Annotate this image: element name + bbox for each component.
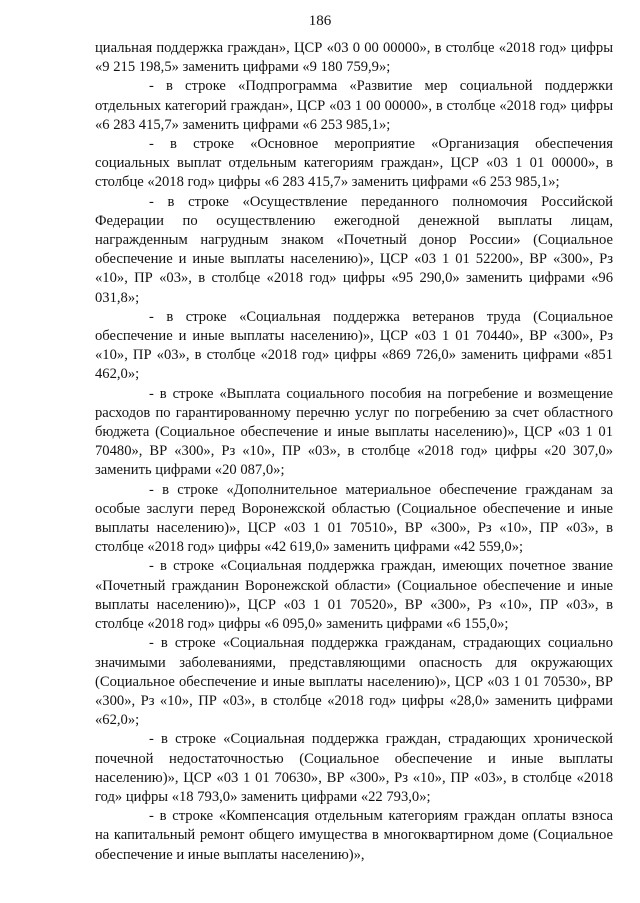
paragraph: - в строке «Социальная поддержка граждан, страдающих хронической почечной недостаточностью (Социальное обеспечение и иные выплаты населению)», ЦСР «03 1 01 70630», ВР «300», Рз «10», ПР «03», в столбце «2018 год» цифры «18 793,0» заменить цифрами «22 793,0»; [95, 731, 613, 805]
paragraph: - в строке «Выплата социального пособия на погребение и возмещение расходов по гарантированному перечню услуг по погребению за счет областного бюджета (Социальное обеспечение и иные выплаты населению)», ЦСР «03 1 01 70480», ВР «300», Рз «10», ПР «03», в столбце «2018 год» цифры «20 307,0» заменить цифрами «20 087,0»; [95, 385, 613, 479]
paragraph: - в строке «Социальная поддержка ветеранов труда (Социальное обеспечение и иные выплаты населению)», ЦСР «03 1 01 70440», ВР «300», Рз «10», ПР «03», в столбце «2018 год» цифры «869 726,0» заменить цифрами «851 462,0»; [95, 308, 613, 383]
paragraph-continuation: циальная поддержка граждан», ЦСР «03 0 00 00000», в столбце «2018 год» цифры «9 215 198,5» заменить цифрами «9 180 759,9»; [95, 40, 613, 76]
paragraph: - в строке «Социальная поддержка граждан, имеющих почетное звание «Почетный гражданин Воронежской области» (Социальное обеспечение и иные выплаты населению)», ЦСР «03 1 01 70520», ВР «300», Рз «10», ПР «03», в столбце «2018 год» цифры «6 095,0» заменить цифрами «6 155,0»; [95, 558, 613, 633]
paragraph: - в строке «Подпрограмма «Развитие мер социальной поддержки отдельных категорий граждан», ЦСР «03 1 00 00000», в столбце «2018 год» цифры «6 283 415,7» заменить цифрами «6 253 985,1»; [95, 78, 613, 133]
page-number: 186 [308, 13, 332, 29]
document-body [95, 39, 613, 865]
paragraph: - в строке «Дополнительное материальное обеспечение гражданам за особые заслуги перед Воронежской областью (Социальное обеспечение и иные выплаты населению)», ЦСР «03 1 01 70510», ВР «300», Рз «10», ПР «03», в столбце «2018 год» цифры «42 619,0» заменить цифрами «42 559,0»; [95, 481, 613, 556]
paragraph: - в строке «Осуществление переданного полномочия Российской Федерации по осуществлению ежегодной денежной выплаты лицам, награжденным нагрудным знаком «Почетный донор России» (Социальное обеспечение и иные выплаты населению)», ЦСР «03 1 01 52200», ВР «300», Рз «10», ПР «03», в столбце «2018 год» цифры «95 290,0» заменить цифрами «96 031,8»; [95, 193, 613, 306]
paragraph: - в строке «Основное мероприятие «Организация обеспечения социальных выплат отдельным категориям граждан», ЦСР «03 1 01 00000», в столбце «2018 год» цифры «6 283 415,7» заменить цифрами «6 253 985,1»; [95, 136, 613, 191]
paragraph: - в строке «Социальная поддержка гражданам, страдающих социально значимыми заболеваниями, представляющими опасность для окружающих (Социальное обеспечение и иные выплаты населению)», ЦСР «03 1 01 70530», ВР «300», Рз «10», ПР «03», в столбце «2018 год» цифры «28,0» заменить цифрами «62,0»; [95, 635, 613, 729]
paragraph: - в строке «Компенсация отдельным категориям граждан оплаты взноса на капитальный ремонт общего имущества в многоквартирном доме (Социальное обеспечение и иные выплаты населению)», [95, 808, 613, 863]
